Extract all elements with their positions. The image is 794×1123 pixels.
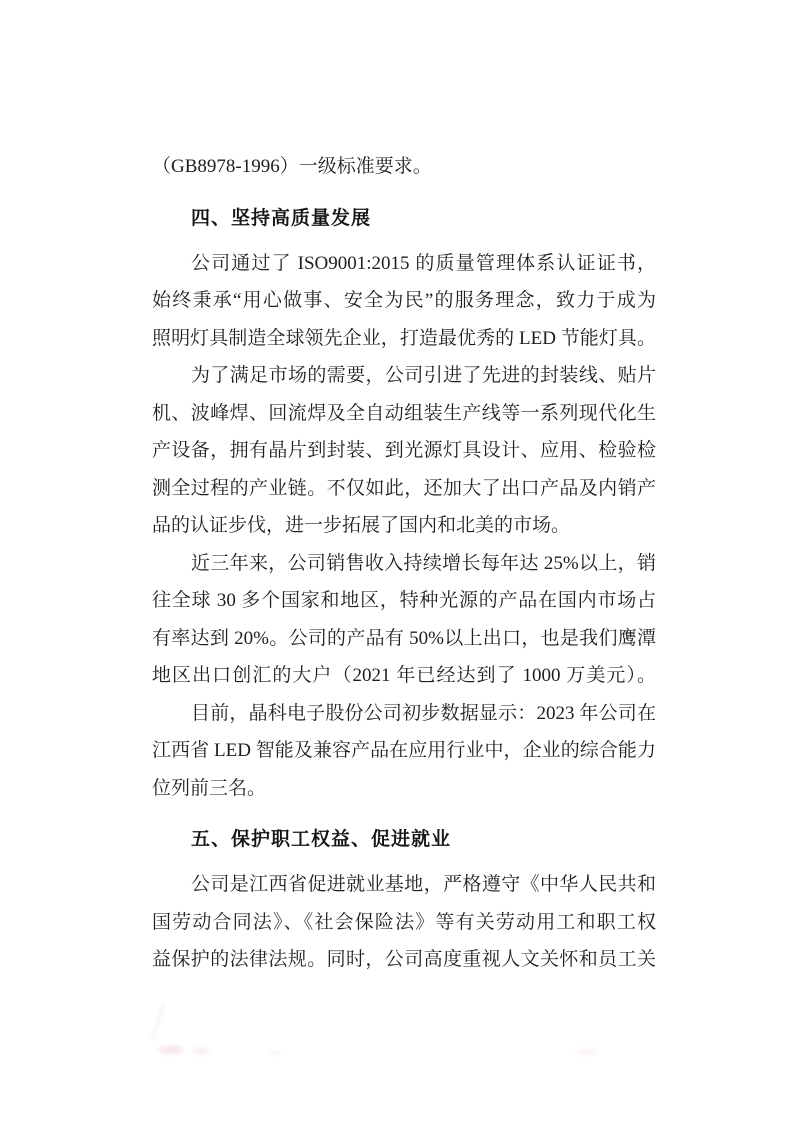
text-line: 公司通过了 ISO9001:2015 的质量管理体系认证证书， (191, 252, 656, 274)
scan-smudge (150, 1002, 166, 1039)
text-line: 测全过程的产业链。不仅如此，还加大了出口产品及内销产 (152, 477, 656, 499)
text-line: 有率达到 20%。公司的产品有 50%以上出口，也是我们鹰潭 (152, 627, 656, 649)
text-line: 江西省 LED 智能及兼容产品在应用行业中，企业的综合能力 (152, 740, 656, 761)
text-line: 国劳动合同法》、《社会保险法》等有关劳动用工和职工权 (152, 911, 656, 933)
text-line: 照明灯具制造全球领先企业，打造最优秀的 LED 节能灯具。 (152, 327, 656, 349)
text-line: 为了满足市场的需要，公司引进了先进的封装线、贴片 (191, 365, 656, 386)
document-text-block (152, 148, 656, 979)
text-line: 益保护的法律法规。同时，公司高度重视人文关怀和员工关 (152, 949, 656, 970)
scan-smudge (270, 1051, 280, 1055)
text-line: 往全球 30 多个国家和地区，特种光源的产品在国内市场占 (152, 590, 656, 611)
text-line: 产设备，拥有晶片到封装、到光源灯具设计、应用、检验检 (152, 440, 656, 461)
scan-smudge (158, 1046, 184, 1054)
text-line: 位列前三名。 (152, 777, 267, 799)
text-line: 目前，晶科电子股份公司初步数据显示：2023 年公司在 (191, 702, 656, 724)
section-heading: 五、保护职工权益、促进就业 (191, 829, 452, 850)
text-line: （GB8978-1996）一级标准要求。 (152, 156, 432, 177)
scan-smudge (193, 1048, 209, 1054)
text-line: 品的认证步伐，进一步拓展了国内和北美的市场。 (152, 515, 571, 536)
text-line: 近三年来，公司销售收入持续增长每年达 25%以上，销 (191, 552, 656, 574)
section-heading: 四、坚持高质量发展 (191, 207, 372, 229)
text-line: 始终秉承“用心做事、安全为民”的服务理念，致力于成为 (152, 290, 656, 311)
text-line: 机、波峰焊、回流焊及全自动组装生产线等一系列现代化生 (152, 402, 656, 424)
text-line: 地区出口创汇的大户（2021 年已经达到了 1000 万美元）。 (152, 665, 656, 686)
text-line: 公司是江西省促进就业基地，严格遵守《中华人民共和 (191, 874, 656, 895)
scan-smudge (576, 1049, 598, 1054)
